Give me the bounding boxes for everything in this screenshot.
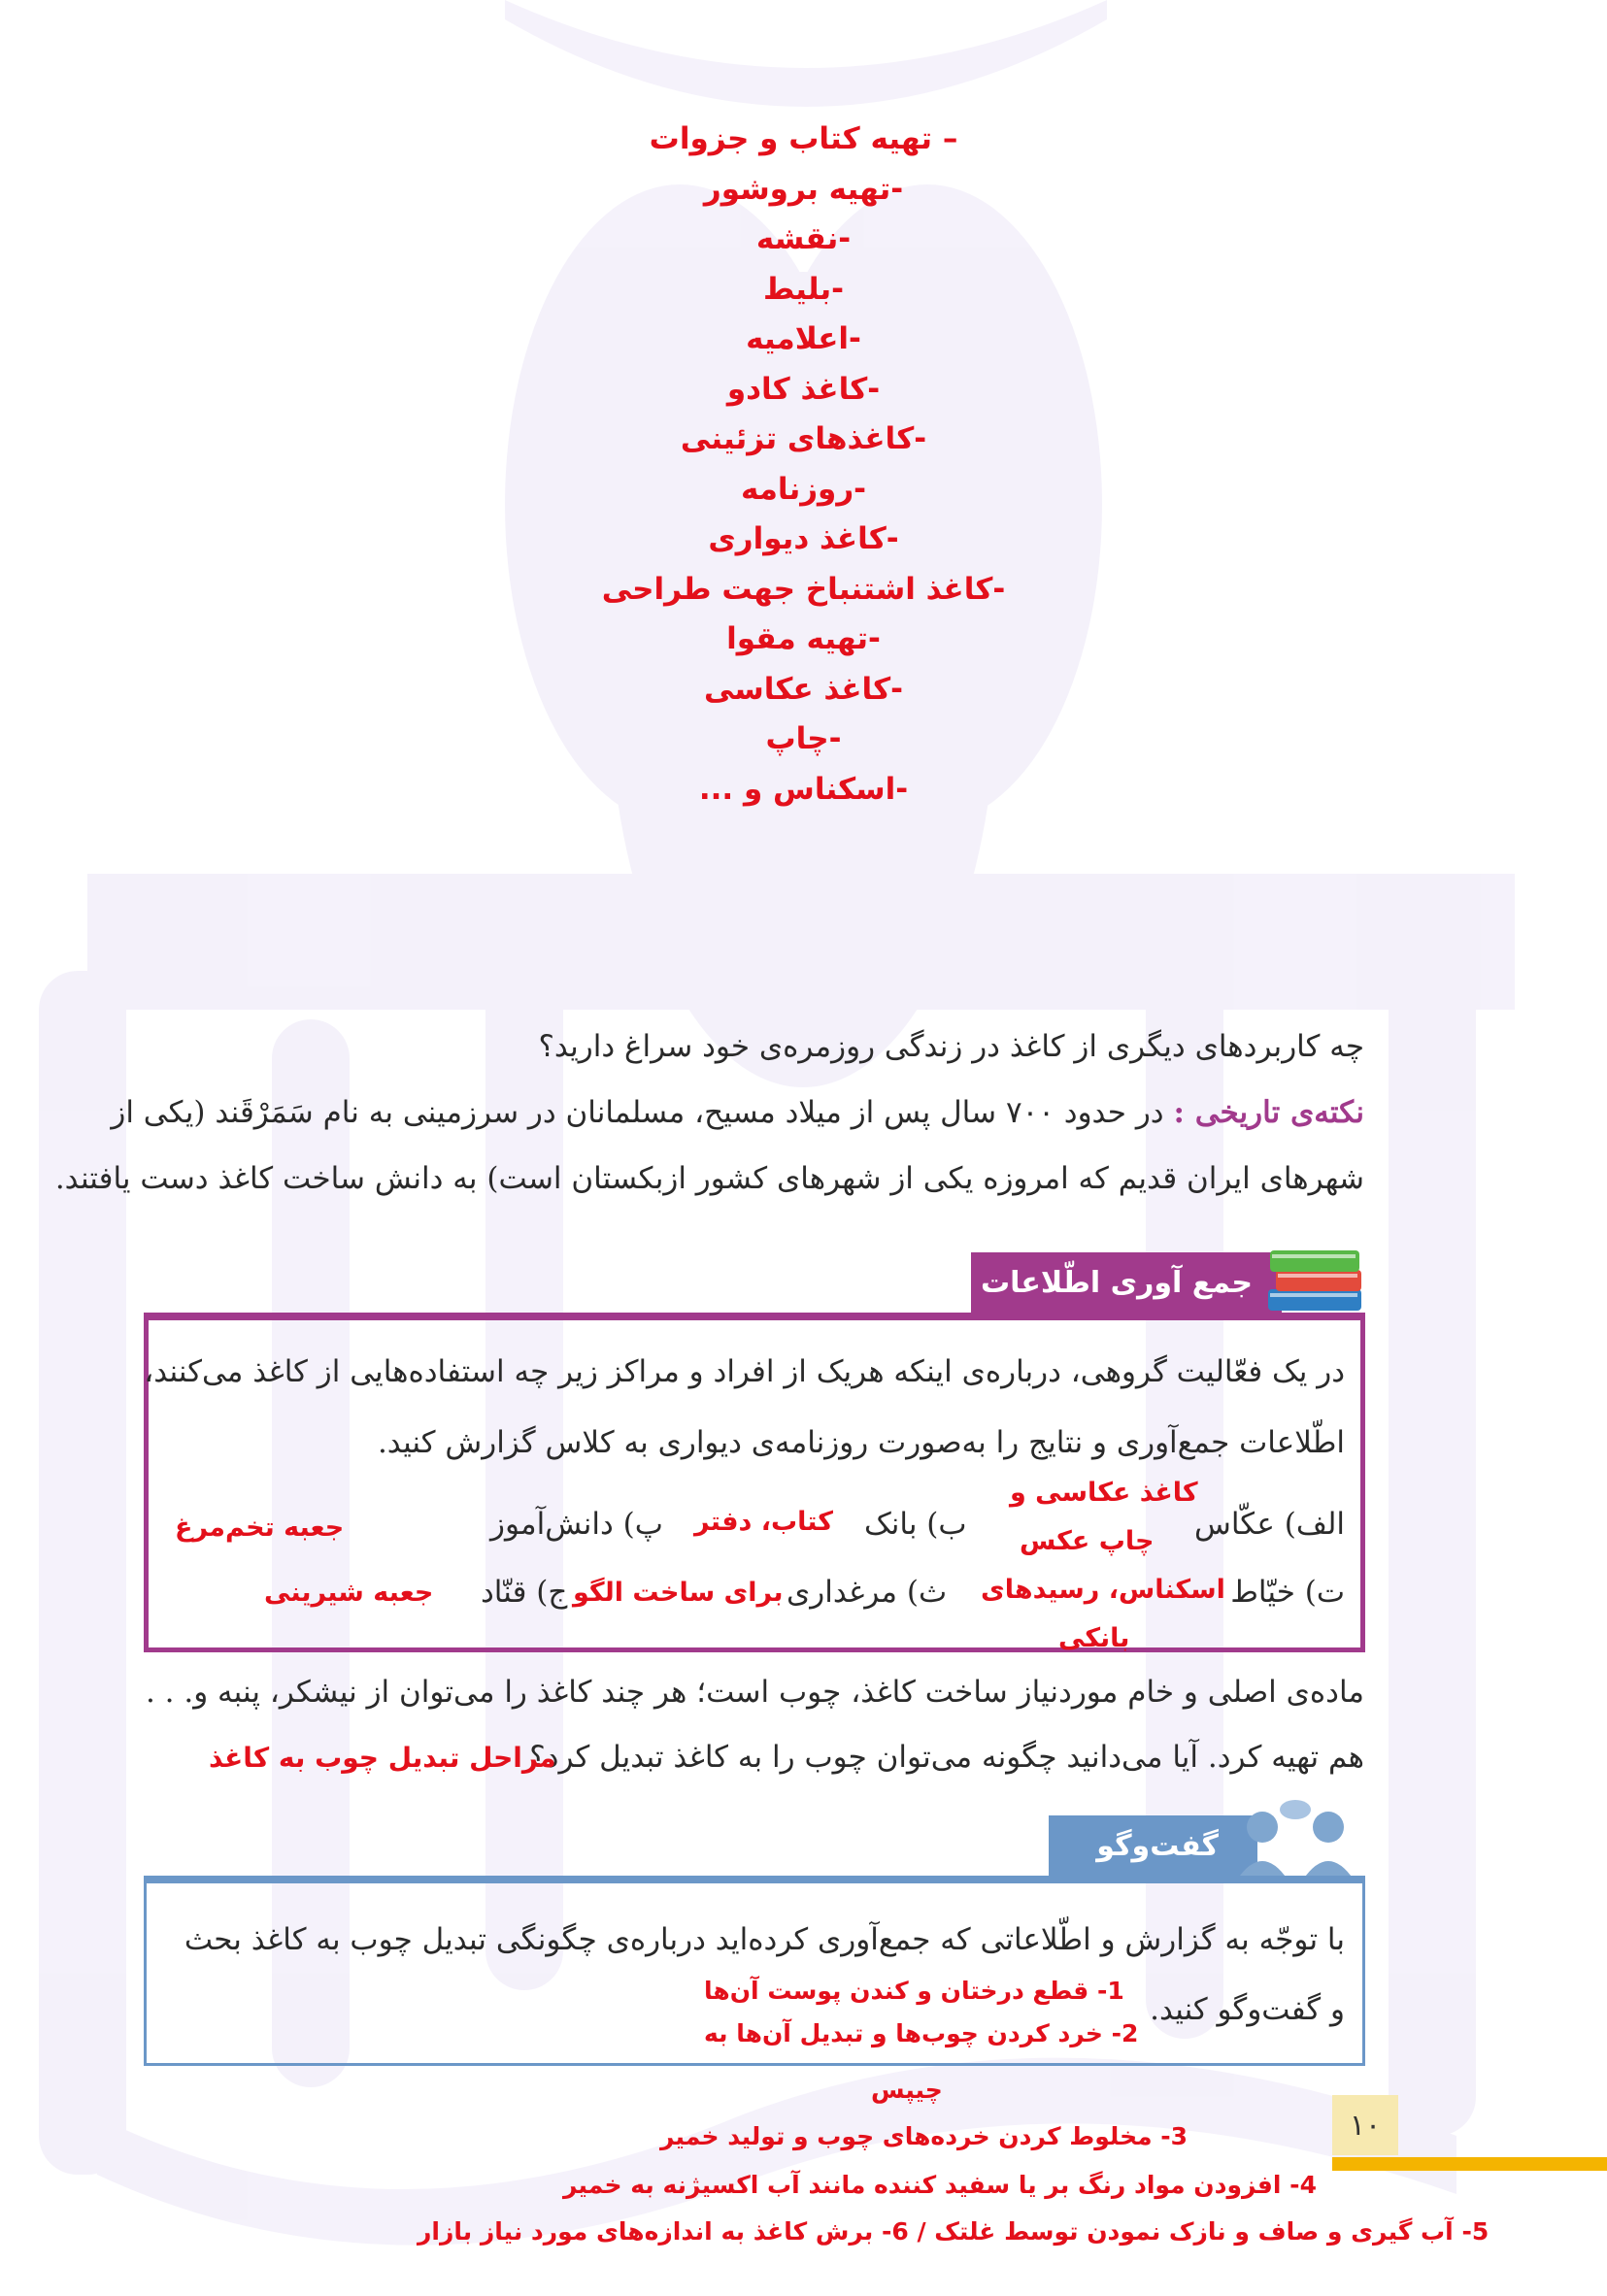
item-a-answer-2: چاپ عکس: [1020, 1526, 1155, 1556]
paper-uses-answer-list: [0, 115, 1607, 815]
step-5-6: 5- آب گیری و صاف و نازک نمودن توسط غلتک / 6- برش کاغذ به اندازه‌های مورد نیاز بازار: [418, 2217, 1490, 2246]
collect-info-title: جمع آوری اطّلاعات: [980, 1265, 1253, 1300]
collect-info-line-1: در یک فعّالیت گروهی، درباره‌ی اینکه هریک از افراد و مراکز زیر چه استفاده‌هایی از کاغذ می‌کنند،: [144, 1354, 1345, 1389]
item-b-label: ب) بانک: [864, 1507, 967, 1542]
list-item: – تهیه کتاب و جزوات: [649, 121, 958, 156]
history-note-line-2: شهرهای ایران قدیم که امروزه یکی از شهرهای کشور ازبکستان است) به دانش ساخت کاغذ دست یافتند.: [54, 1161, 1364, 1196]
history-note-label: نکته‌ی تاریخی :: [1173, 1095, 1364, 1130]
history-note-line-1: [111, 1095, 1364, 1130]
item-a-answer-1: کاغذ عکاسی و: [1010, 1478, 1198, 1508]
page-number: ۱۰: [1332, 2095, 1398, 2155]
list-item: -بلیط: [762, 271, 844, 307]
list-item: -کاغذ اشتنباخ جهت طراحی: [601, 571, 1006, 607]
step-1: 1- قطع درختان و کندن پوست آن‌ها: [704, 1977, 1124, 2005]
step-3: 3- مخلوط کردن خرده‌های چوب و تولید خمیر: [660, 2122, 1189, 2150]
raw-material-answer: مراحل تبدیل چوب به کاغذ: [209, 1742, 556, 1774]
list-item: -تهیه مقوا: [726, 621, 881, 656]
books-icon: [1262, 1233, 1369, 1320]
step-4: 4- افزودن مواد رنگ بر یا سفید کننده مانند آب اکسیژنه به خمیر: [563, 2171, 1317, 2199]
collect-info-line-2: اطّلاعات جمع‌آوری و نتایج را به‌صورت روزنامه‌ی دیواری به کلاس گزارش کنید.: [377, 1425, 1345, 1460]
list-item: -چاپ: [765, 721, 842, 756]
list-item: -نقشه: [755, 221, 852, 256]
people-talking-icon: [1223, 1794, 1369, 1881]
item-p-answer: جعبه تخم‌مرغ: [175, 1513, 345, 1543]
list-item: -تهیه بروشور: [703, 171, 904, 207]
discussion-line-2: و گفت‌وگو کنید.: [1150, 1992, 1345, 2027]
item-t-answer-2: بانکی: [1058, 1623, 1130, 1653]
question-text: چه کاربردهای دیگری از کاغذ در زندگی روزمره‌ی خود سراغ دارید؟: [538, 1029, 1364, 1064]
step-2b: چیپس: [871, 2076, 943, 2104]
list-item: -روزنامه: [740, 471, 867, 507]
list-item: -اعلامیه: [746, 321, 861, 356]
item-s-label: ث) مرغداری: [787, 1575, 948, 1610]
raw-material-line-2: هم تهیه کرد. آیا می‌دانید چگونه می‌توان چوب را به کاغذ تبدیل کرد؟: [529, 1740, 1364, 1775]
item-t-answer: اسکناس، رسیدهای: [981, 1575, 1225, 1605]
discussion-title: گفت‌وگو: [1096, 1828, 1219, 1863]
item-s-answer: برای ساخت الگو: [573, 1578, 784, 1608]
collect-info-header: [971, 1252, 1282, 1313]
item-a-label: الف) عکّاس: [1194, 1507, 1345, 1542]
item-j-label: ج) قنّاد: [481, 1575, 568, 1610]
list-item: -اسکناس و ...: [698, 771, 909, 807]
discussion-line-1: با توجّه به گزارش و اطّلاعاتی که جمع‌آوری کرده‌اید درباره‌ی چگونگی تبدیل چوب به کاغذ بحث: [184, 1922, 1345, 1957]
item-p-label: پ) دانش‌آموز: [490, 1507, 663, 1542]
list-item: -کاغذ عکاسی: [703, 671, 904, 707]
history-note-text: در حدود ۷۰۰ سال پس از میلاد مسیح، مسلمانان در سرزمینی به نام سَمَرْقَند (یکی از: [111, 1095, 1174, 1130]
list-item: -کاغذ کادو: [726, 371, 881, 407]
item-t-label: ت) خیّاط: [1230, 1575, 1345, 1610]
page-number-bar: [1332, 2157, 1607, 2171]
item-j-answer: جعبه شیرینی: [264, 1578, 434, 1608]
raw-material-line-1: ماده‌ی اصلی و خام موردنیاز ساخت کاغذ، چوب است؛ هر چند کاغذ را می‌توان از نیشکر، پنبه و. . .: [145, 1675, 1364, 1710]
step-2a: 2- خرد کردن چوب‌ها و تبدیل آن‌ها به: [704, 2019, 1139, 2047]
item-b-answer: کتاب، دفتر: [694, 1507, 834, 1537]
list-item: -کاغذ دیواری: [708, 521, 899, 556]
list-item: -کاغذهای تزئینی: [680, 421, 927, 456]
